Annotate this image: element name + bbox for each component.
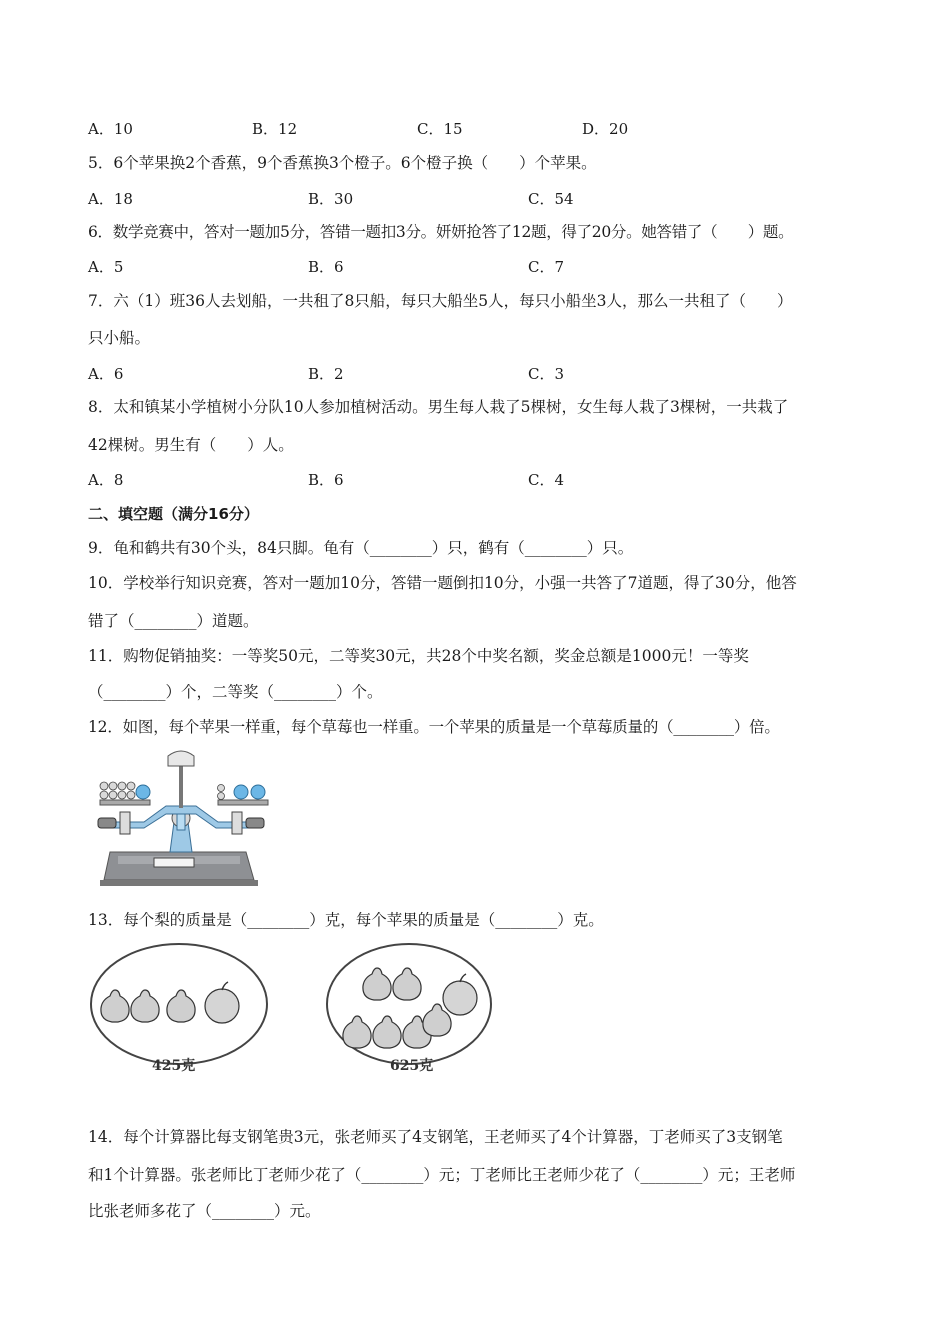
right-oval-figure: [322, 940, 497, 1075]
q10-question-line1: 10．学校举行知识竞赛，答对一题加10分，答错一题倒扣10分，小强一共答了7道题，得了30分，他答: [88, 574, 797, 592]
q5-option-c: C．54: [528, 190, 574, 208]
q12-question: 12．如图，每个苹果一样重，每个草莓也一样重。一个苹果的质量是一个草莓质量的（________）倍。: [88, 718, 780, 736]
q8-option-b: B．6: [308, 471, 344, 489]
q14-question-line3: 比张老师多花了（________）元。: [88, 1202, 321, 1220]
q7-option-a: A．6: [88, 365, 124, 383]
q5-question: 5．6个苹果换2个香蕉，9个香蕉换3个橙子。6个橙子换（ ）个苹果。: [88, 154, 597, 172]
q14-question-line1: 14．每个计算器比每支钢笔贵3元，张老师买了4支钢笔，王老师买了4个计算器，丁老师买了3支钢笔: [88, 1128, 783, 1146]
q6-question: 6．数学竞赛中，答对一题加5分，答错一题扣3分。妍妍抢答了12题，得了20分。她答错了（ ）题。: [88, 223, 794, 241]
right-weight-label: 625克: [390, 1058, 434, 1074]
q8-question-line1: 8．太和镇某小学植树小分队10人参加植树活动。男生每人栽了5棵树，女生每人栽了3棵树，一共栽了: [88, 398, 789, 416]
q11-question-line2: （________）个，二等奖（________）个。: [88, 683, 383, 701]
q6-option-c: C．7: [528, 258, 565, 276]
q6-option-b: B．6: [308, 258, 344, 276]
apple-icon: [205, 989, 239, 1023]
left-weight-label: 425克: [152, 1058, 196, 1074]
q13-question: 13．每个梨的质量是（________）克，每个苹果的质量是（________）克。: [88, 911, 604, 929]
q7-option-b: B．2: [308, 365, 344, 383]
q8-option-c: C．4: [528, 471, 565, 489]
q5-option-b: B．30: [308, 190, 354, 208]
section-heading: 二、填空题（满分16分）: [88, 505, 259, 523]
q9-question: 9．龟和鹤共有30个头，84只脚。龟有（________）只，鹤有（________）只。: [88, 539, 634, 557]
apple-icon: [443, 981, 477, 1015]
q7-option-c: C．3: [528, 365, 565, 383]
q5-option-a: A．18: [88, 190, 133, 208]
q11-question-line1: 11．购物促销抽奖：一等奖50元，二等奖30元，共28个中奖名额，奖金总额是1000元！一等奖: [88, 647, 749, 665]
q4-option-d: D．20: [582, 120, 629, 138]
q7-question-line1: 7．六（1）班36人去划船，一共租了8只船，每只大船坐5人，每只小船坐3人，那么一共租了（ ）: [88, 292, 793, 310]
q8-question-line2: 42棵树。男生有（ ）人。: [88, 436, 294, 454]
q8-option-a: A．8: [88, 471, 124, 489]
q14-question-line2: 和1个计算器。张老师比丁老师少花了（________）元；丁老师比王老师少花了（________）元；王老师: [88, 1166, 796, 1184]
q4-option-a: A．10: [88, 120, 133, 138]
balance-scale-figure: [96, 748, 271, 888]
q6-option-a: A．5: [88, 258, 124, 276]
q10-question-line2: 错了（________）道题。: [88, 612, 259, 630]
q7-question-line2: 只小船。: [88, 329, 151, 347]
q4-option-b: B．12: [252, 120, 298, 138]
q4-option-c: C．15: [417, 120, 463, 138]
pear-group: [101, 990, 195, 1022]
left-oval-figure: [84, 940, 274, 1075]
